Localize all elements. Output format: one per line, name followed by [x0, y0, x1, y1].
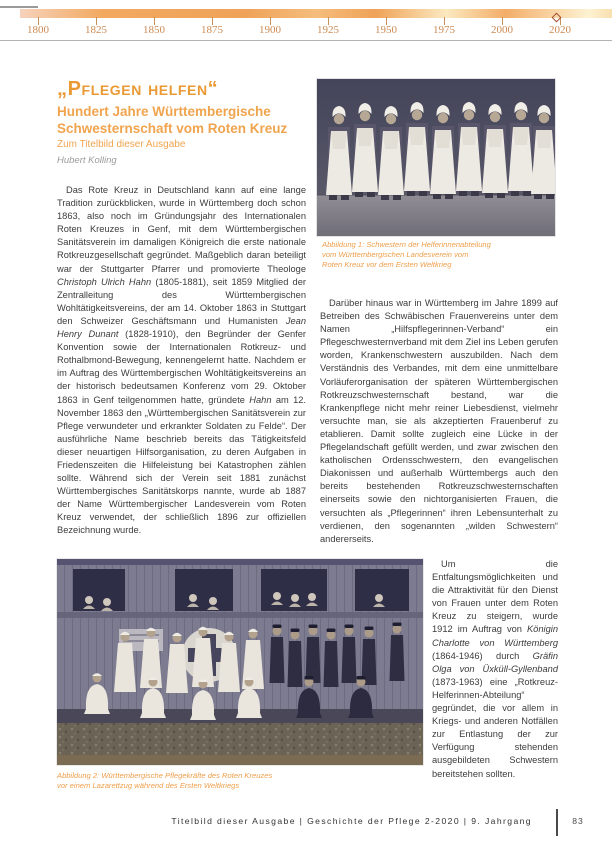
article-subtitle [57, 104, 317, 137]
timeline-year-1825: 1825 [85, 24, 107, 36]
timeline-bar [20, 9, 612, 18]
timeline-year-2000: 2000 [491, 24, 513, 36]
timeline-year-1975: 1975 [433, 24, 455, 36]
timeline-year-1900: 1900 [259, 24, 281, 36]
timeline-year-1800: 1800 [27, 24, 49, 36]
column-narrow-paragraph: Um die Entfaltungsmöglichkeiten und die Attraktivität für den Dienst von Frauen unter dem Roten Kreuz zu steigern, wurde 1912 im Auftrag von Königin Charlotte von Württemberg (1864-1946) durch Gräfin Olga von Üxküll-Gyllenband (1873-1963) eine „Rotkreuz-Helferinnen-Abteilung“ gegründet, die vor allem in Kriegs- und anderen Notfällen zur Entlastung der zur Verfügung stehenden ausgebildeten Schwestern bereitstehen sollten. [432, 559, 558, 779]
timeline-baseline-rule [0, 40, 612, 41]
timeline-year-1875: 1875 [201, 24, 223, 36]
timeline-year-2020: 2020 [549, 24, 571, 36]
article-subtitle-line1: Hundert Jahre Württembergische [57, 104, 271, 119]
timeline-year-1950: 1950 [375, 24, 397, 36]
column-left-paragraph: Das Rote Kreuz in Deutschland kann auf eine lange Tradition zurückblicken, wurde in Württemberg doch schon 1863, also noch im Gründungsjahr des Internationalen Roten Kreuzes in Genf, mit dem Württembergischen Sanitätsverein im damaligen Königreich die erste nationale Rotkreuzgesellschaft gegründet. Maßgeblich daran beteiligt war der Stuttgarter Pfarrer und promovierte Theologe Christoph Ulrich Hahn (1805-1881), seit 1859 Mitglied der Zentralleitung des Württembergischen Wohltätigkeitsvereins, der am 14. Oktober 1863 in Stuttgart den Schweizer Geschäftsmann und Humanisten Jean Henry Dunant (1828-1910), den Begründer der Genfer Konvention sowie der Internationalen Rotkreuz- und Rothalbmond-Bewegung, kennengelernt hatte. Nachdem er im Auftrag des Württembergischen Wohltätigkeitsvereins an der historisch bedeutsamen Konferenz vom 29. Oktober 1863 in Genf teilgenommen hatte, gründete Hahn am 12. November 1863 den „Württembergischen Sanitätsverein zur Pflege verwundeter und erkrankter Soldaten zu Felde“. Der ausführliche Name beschrieb bereits das Tätigkeitsfeld dieser neuartigen Hilfsorganisation, zu deren Aufgaben in Friedenszeiten die Hilfeleistung bei Katastrophen zählen sollte. Während sich der Verein seit 1881 zunächst Württembergisches Sanitätskorps nannte, wurde ab 1887 der Name Württembergischer Landesverein vom Roten Kreuz verwendet, der schließlich 1896 zur offiziellen Bezeichnung wurde. [57, 185, 306, 536]
caption-figure-1: Abbildung 1: Schwestern der Helferinnenabteilung vom Württembergischen Landesverein vom Roten Kreuz vor dem Ersten Weltkrieg [322, 240, 491, 269]
column-right-paragraph: Darüber hinaus war in Württemberg im Jahre 1899 auf Betreiben des Schwäbischen Frauenvereins unter dem Namen „Hilfspflegerinnen-Verband“ ein Pflegeschwesternverband mit dem Ziel ins Leben gerufen worden, Krankenschwestern auszubilden. Nach dem Verständnis des Verbandes, mit dem eine unmittelbare Vorläuferorganisation der späteren Württembergischen Rotkreuzschwesternschaft bestand, war die Krankenpflege nicht mehr reiner Liebesdienst, vielmehr versuchte man, sie als akzeptierten Frauenberuf zu etablieren. Damit sollte zugleich eine Lücke in der Pflegelandschaft gefüllt werden, und zwar zwischen den katholischen Ordensschwestern, den evangelischen Diakonissen und außerhalb Württembergs auch den bereits bestehenden Rotkreuzschwesternschaften einerseits sowie den nichtorganisierten Frauen, die versuchten als „Pflegerinnen“ ihren Lebensunterhalt zu verdienen, den sogenannten „wilden Schwestern“ andererseits. [320, 298, 558, 544]
photo-hospital-train [57, 559, 423, 765]
article-title: „Pflegen helfen“ [57, 78, 219, 100]
timeline-year-1925: 1925 [317, 24, 339, 36]
article-subtitle-line2: Schwesternschaft vom Roten Kreuz [57, 120, 288, 136]
caption-figure-2: Abbildung 2: Württembergische Pflegekräfte des Roten Kreuzes vor einem Lazarettzug während des Ersten Weltkriegs [57, 771, 273, 790]
article-kicker: Zum Titelbild dieser Ausgabe [57, 139, 186, 150]
article-author: Hubert Kolling [57, 155, 117, 166]
footer-page-number: 83 [572, 816, 584, 826]
photo-nurses-group [317, 79, 555, 236]
timeline-left-rule [0, 6, 38, 8]
timeline-year-1850: 1850 [143, 24, 165, 36]
footer-running-title: Titelbild dieser Ausgabe | Geschichte der Pflege 2-2020 | 9. Jahrgang [171, 816, 532, 826]
